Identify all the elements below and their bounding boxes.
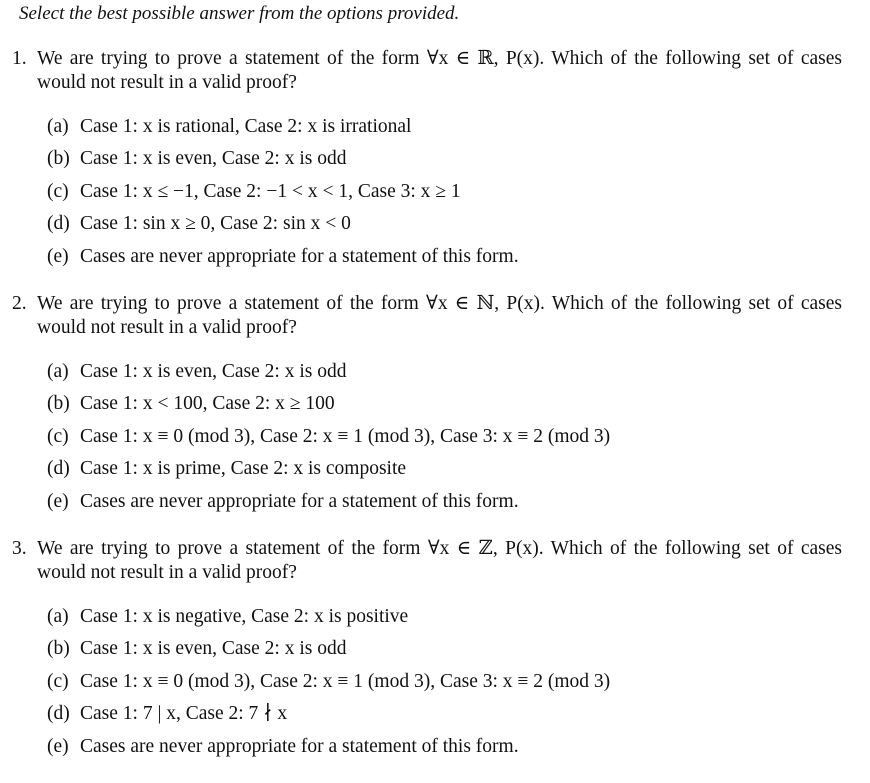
option-text: Case 1: x ≤ −1, Case 2: −1 < x < 1, Case 3: x ≥ 1 [80, 180, 461, 202]
option-list [12, 605, 842, 767]
option-b[interactable] [47, 147, 842, 179]
question-text: We are trying to prove a statement of the form ∀x ∈ ℕ, P(x). Which of the following set of cases would not result in a valid proof? [37, 293, 842, 338]
option-text: Cases are never appropriate for a statement of this form. [80, 490, 519, 512]
option-letter: (a) [47, 361, 69, 382]
option-e[interactable] [47, 735, 842, 767]
option-b[interactable] [47, 392, 842, 424]
option-text: Case 1: x is even, Case 2: x is odd [80, 148, 347, 170]
option-a[interactable] [47, 605, 842, 637]
question-number: 2. [12, 293, 27, 314]
option-text: Case 1: x is even, Case 2: x is odd [80, 638, 347, 660]
option-d[interactable] [47, 702, 842, 734]
option-letter: (e) [47, 490, 69, 512]
option-letter: (b) [47, 393, 70, 415]
option-text: Case 1: sin x ≥ 0, Case 2: sin x < 0 [80, 213, 351, 235]
option-letter: (c) [47, 180, 69, 202]
option-text: Cases are never appropriate for a statement of this form. [80, 245, 519, 267]
question-1 [12, 47, 842, 277]
option-c[interactable] [47, 180, 842, 212]
option-letter: (c) [47, 670, 69, 692]
option-letter: (d) [47, 213, 70, 235]
option-text: Case 1: 7 | x, Case 2: 7 ∤ x [80, 703, 288, 725]
option-text: Case 1: x is negative, Case 2: x is positive [80, 606, 409, 627]
option-text: Case 1: x ≡ 0 (mod 3), Case 2: x ≡ 1 (mod 3), Case 3: x ≡ 2 (mod 3) [80, 425, 611, 447]
option-b[interactable] [47, 637, 842, 669]
question-text: We are trying to prove a statement of the form ∀x ∈ ℝ, P(x). Which of the following set of cases would not result in a valid proof? [37, 48, 842, 93]
option-letter: (a) [47, 606, 69, 627]
option-letter: (b) [47, 148, 70, 170]
option-text: Case 1: x < 100, Case 2: x ≥ 100 [80, 393, 335, 415]
option-text: Cases are never appropriate for a statement of this form. [80, 735, 519, 757]
question-number: 3. [12, 538, 27, 559]
option-a[interactable] [47, 115, 842, 147]
option-letter: (b) [47, 638, 70, 660]
question-stem [12, 537, 842, 585]
option-e[interactable] [47, 490, 842, 522]
question-stem [12, 292, 842, 340]
option-d[interactable] [47, 457, 842, 489]
option-c[interactable] [47, 670, 842, 702]
option-d[interactable] [47, 212, 842, 244]
option-letter: (d) [47, 458, 70, 480]
option-letter: (e) [47, 245, 69, 267]
instructions: Select the best possible answer from the options provided. [19, 3, 460, 24]
option-text: Case 1: x is even, Case 2: x is odd [80, 361, 347, 382]
option-a[interactable] [47, 360, 842, 392]
option-list [12, 115, 842, 277]
option-letter: (a) [47, 116, 69, 137]
question-2 [12, 292, 842, 522]
option-list [12, 360, 842, 522]
question-text: We are trying to prove a statement of the form ∀x ∈ ℤ, P(x). Which of the following set of cases would not result in a valid proof? [37, 538, 842, 583]
question-number: 1. [12, 48, 27, 69]
option-c[interactable] [47, 425, 842, 457]
question-3 [12, 537, 842, 767]
option-text: Case 1: x is prime, Case 2: x is composite [80, 458, 407, 480]
option-e[interactable] [47, 245, 842, 277]
option-letter: (e) [47, 735, 69, 757]
option-letter: (c) [47, 425, 69, 447]
option-text: Case 1: x is rational, Case 2: x is irrational [80, 116, 412, 137]
option-text: Case 1: x ≡ 0 (mod 3), Case 2: x ≡ 1 (mod 3), Case 3: x ≡ 2 (mod 3) [80, 670, 611, 692]
option-letter: (d) [47, 703, 70, 725]
question-stem [12, 47, 842, 95]
